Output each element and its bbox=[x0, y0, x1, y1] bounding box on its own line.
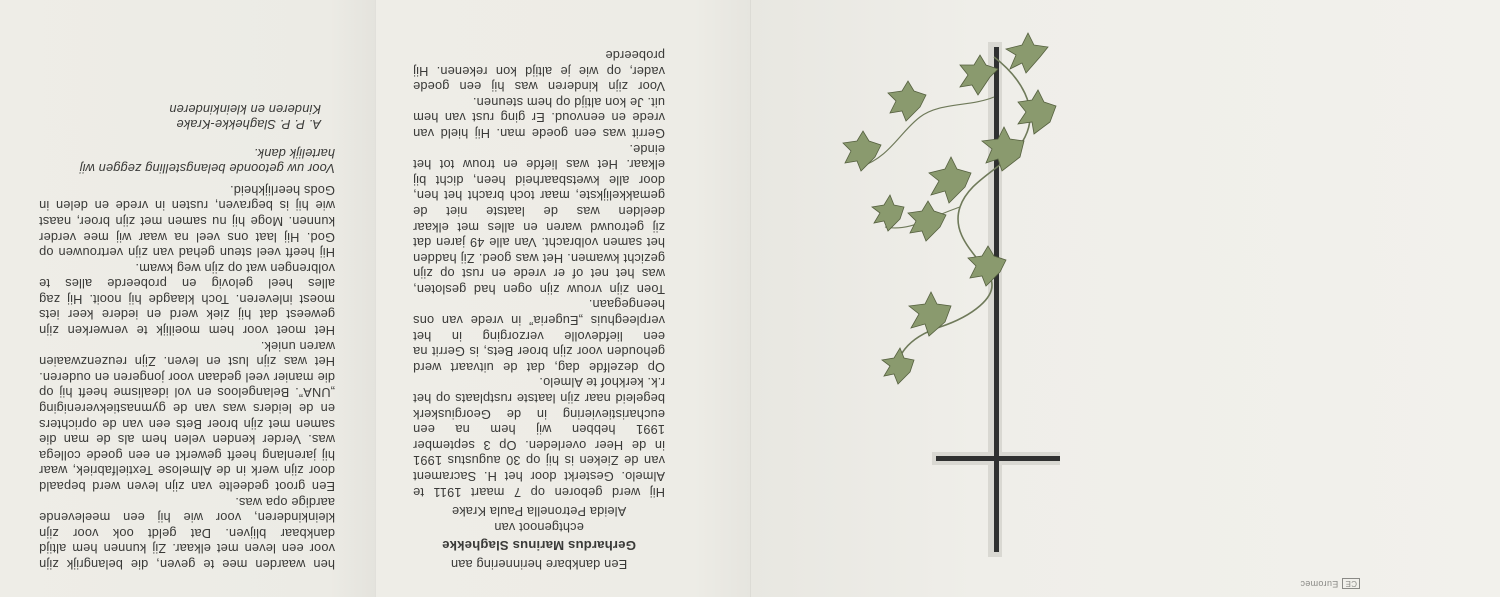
obituary-text-left bbox=[413, 47, 665, 572]
paragraph: Voor zijn kinderen was hij een goede vader, op wie je altijd kon rekenen. Hij probeerde bbox=[413, 48, 665, 95]
spouse-name: Aleida Petronella Paula Krake bbox=[451, 504, 627, 520]
paragraph: Gerrit was een goede man. Hij hield van vrede en eenvoud. Er ging rust van hem uit. Je kon altijd op hem steunen. bbox=[413, 94, 665, 141]
ivy-leaf bbox=[908, 201, 946, 241]
ivy-leaf bbox=[872, 195, 904, 231]
brand-name: Euromec bbox=[1300, 579, 1339, 589]
ivy-leaf bbox=[843, 131, 881, 171]
ivy-leaf bbox=[882, 348, 914, 384]
brand-mark: CE bbox=[1342, 578, 1360, 589]
ivy-leaf bbox=[909, 292, 951, 336]
paragraph: Op dezelfde dag, dat de uitvaart werd gehouden voor zijn broer Bets, is Gerrit na een liefdevolle verzorging in het verpleeghuis „Eugeria” in vrede van ons heengegaan. bbox=[413, 297, 665, 375]
ivy-leaf bbox=[1006, 33, 1048, 73]
obituary-text-right bbox=[39, 101, 335, 572]
paragraph: Het moet voor hem moeilijk te verwerken zijn geweest dat hij ziek werd en iedere keer iets moest inleveren. Toch klaagde hij nooit. Hij zag alles heel gelovig en probeerde alles te volbrengen wat op zijn weg kwam. bbox=[39, 260, 335, 339]
signature-line: A. P. P. Slaghekke-Krake bbox=[176, 117, 321, 133]
paragraph: Toen zijn vrouw zijn ogen had gesloten, was het net of er vrede en rust op zijn gezicht kwamen. Het was goed. Zij hadden het samen volbracht. Van alle 49 jaren dat zij getrouwd waren en alles met elkaar deelden was de laatste niet de gemakkelijkste, maar toch bracht het hen, door alle kwetsbaarheid heen, dicht bij elkaar. Het was liefde en trouw tot het einde. bbox=[413, 141, 665, 297]
deceased-name: Gerhardus Marinus Slaghekke bbox=[442, 538, 636, 554]
thanks-note: Voor uw getoonde belangstelling zeggen wij hartelijk dank. bbox=[79, 145, 335, 177]
paragraph: Een groot gedeelte van zijn leven werd bepaald door zijn werk in de Almelose Textielfabriek, waar hij jarenlang heeft gewerkt en een goede collega was. Verder kenden velen hem als de man die samen met zijn broer Bets een van de oprichters en de leiders was van de gymnastiekvereniging „UNA”. Belangeloos en vol idealisme heeft hij op die manier veel gedaan voor jongeren en ouderen. Het was zijn lust en leven. Zijn reuzenzwaaien waren uniek. bbox=[39, 338, 335, 495]
paragraph: hen waarden mee te geven, die belangrijk zijn voor een leven met elkaar. Zij kunnen hem altijd dankbaar blijven. Dat geldt ook voor zijn kleinkinderen, voor wie hij een meelevende aardige opa was. bbox=[39, 494, 335, 572]
cover-panel bbox=[750, 0, 1500, 597]
card-intro bbox=[413, 504, 665, 572]
paragraph: Hij werd geboren op 7 maart 1911 te Almelo. Gesterkt door het H. Sacrament van de Zieken is hij op 30 augustus 1991 in de Heer overleden. Op 3 september 1991 hebben wij hem na een eucharistieviering in de Georgiuskerk begeleid naar zijn laatste rustplaats op het r.k. kerkhof te Almelo. bbox=[413, 375, 665, 500]
cross-vertical-bar bbox=[994, 47, 999, 552]
cross-horizontal-bar bbox=[936, 456, 1060, 461]
ivy-stem-branch bbox=[860, 97, 994, 167]
ivy-leaves bbox=[843, 33, 1056, 384]
spouse-relation: echtgenoot van bbox=[494, 519, 584, 535]
cross-with-ivy-illustration bbox=[820, 17, 1060, 577]
text-page-left bbox=[375, 0, 750, 597]
brand-label bbox=[1300, 578, 1360, 589]
signature-line: Kinderen en kleinkinderen bbox=[169, 101, 321, 117]
text-page-right bbox=[0, 0, 375, 597]
signature bbox=[39, 101, 321, 132]
ivy-leaf bbox=[1018, 90, 1056, 134]
paragraph: Hij heeft veel steun gehad van zijn vertrouwen op God. Hij laat ons veel na waar wij mee verder kunnen. Moge hij nu samen met zijn broer, naast wie hij is begraven, rusten in vrede en delen in Gods heerlijkheid. bbox=[39, 182, 335, 261]
intro-line: Een dankbare herinnering aan bbox=[450, 557, 628, 572]
ivy-leaf bbox=[888, 81, 926, 121]
